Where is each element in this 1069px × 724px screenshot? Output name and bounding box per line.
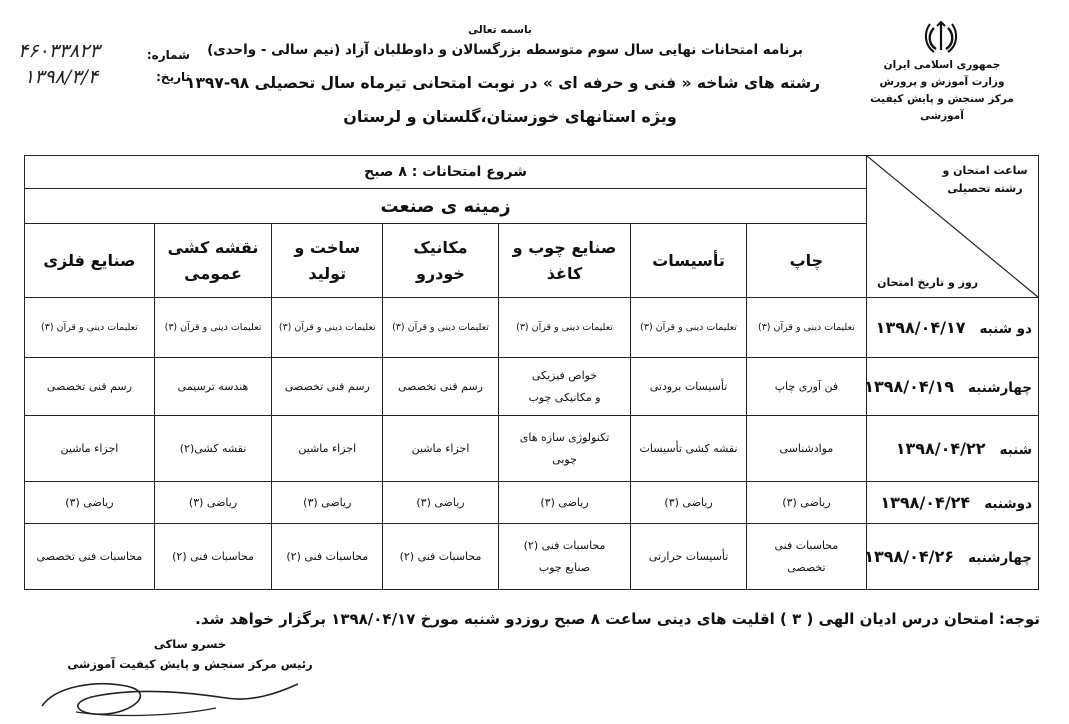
footer-note: توجه: امتحان درس ادیان الهی ( ۳ ) اقلیت های دینی ساعت ۸ صبح روزدو شنبه مورخ ۱۳۹۸/۰۴/۱۷ برگزار خواهد شد. <box>195 610 1040 628</box>
subject-cell: تأسیسات برودتی <box>631 358 746 416</box>
subject-cell: تعلیمات دینی و قرآن (۳) <box>272 298 383 358</box>
column-header: چاپ <box>746 224 866 298</box>
title-line-2: رشته های شاخه « فنی و حرفه ای » در نوبت امتحانی تیرماه سال تحصیلی ۹۸-۱۳۹۷ <box>186 74 820 92</box>
title-line-3: ویژه استانهای خوزستان،گلستان و لرستان <box>343 107 677 126</box>
subject-cell: تعلیمات دینی و قرآن (۳) <box>746 298 866 358</box>
title-line-1: برنامه امتحانات نهایی سال سوم متوسطه بزرگسالان و داوطلبان آزاد (نیم سالی - واحدی) <box>207 42 803 58</box>
corner-hour-label: ساعت امتحان و <box>942 164 1028 177</box>
subject-cell: اجزاء ماشین <box>25 416 155 482</box>
table-row <box>25 298 1039 358</box>
subject-cell: محاسبات فنی (۲) <box>272 524 383 590</box>
field-cell: زمینه ی صنعت <box>25 189 867 224</box>
table-row <box>25 358 1039 416</box>
subject-cell: ریاضی (۳) <box>631 482 746 524</box>
subject-cell: خواص فیزیکی و مکانیکی چوب <box>498 358 631 416</box>
day-date-cell: چهارشنبه۱۳۹۸/۰۴/۲۶ <box>867 524 1039 590</box>
table-row <box>25 416 1039 482</box>
corner-header-cell <box>867 156 1039 298</box>
subject-cell: ریاضی (۳) <box>498 482 631 524</box>
corner-field-label: رشته تحصیلی <box>947 182 1023 195</box>
table-row <box>25 524 1039 590</box>
subject-cell: هندسه ترسیمی <box>154 358 271 416</box>
corner-date-label: روز و تاریخ امتحان <box>877 276 979 289</box>
ministry-line-1: جمهوری اسلامی ایران <box>883 59 1001 71</box>
signatory-title: رئیس مرکز سنجش و پایش کیفیت آموزشی <box>67 657 313 671</box>
letter-number-value: ۴۶۰۳۳۸۲۳ <box>18 40 100 62</box>
day-date-cell: شنبه۱۳۹۸/۰۴/۲۲ <box>867 416 1039 482</box>
start-time-cell: شروع امتحانات : ۸ صبح <box>25 156 867 189</box>
subject-cell: تعلیمات دینی و قرآن (۳) <box>498 298 631 358</box>
column-header: مکانیک خودرو <box>383 224 498 298</box>
subject-cell: ریاضی (۳) <box>746 482 866 524</box>
signatory-name: خسرو ساکی <box>153 637 227 651</box>
table-row <box>25 482 1039 524</box>
subject-cell: رسم فنی تخصصی <box>383 358 498 416</box>
subject-cell: تعلیمات دینی و قرآن (۳) <box>25 298 155 358</box>
handwritten-signature-icon <box>36 672 306 722</box>
subject-cell: نقشه کشی(۲) <box>154 416 271 482</box>
iran-emblem-icon <box>922 20 960 54</box>
column-header: صنایع فلزی <box>25 224 155 298</box>
letter-date-label: تاریخ: <box>156 70 190 84</box>
letter-date-value: ۱۳۹۸/۳/۴ <box>24 66 99 88</box>
subject-cell: محاسبات فنی تخصصی <box>746 524 866 590</box>
exam-schedule-table <box>24 155 1039 590</box>
subject-cell: موادشناسی <box>746 416 866 482</box>
subject-cell: ریاضی (۳) <box>25 482 155 524</box>
day-date-cell: دو شنبه۱۳۹۸/۰۴/۱۷ <box>867 298 1039 358</box>
day-date-cell: دوشنبه۱۳۹۸/۰۴/۲۴ <box>867 482 1039 524</box>
subject-cell: رسم فنی تخصصی <box>25 358 155 416</box>
subject-cell: رسم فنی تخصصی <box>272 358 383 416</box>
subject-cell: فن آوری چاپ <box>746 358 866 416</box>
subject-cell: تکنولوژی سازه های چوبی <box>498 416 631 482</box>
subject-cell: محاسبات فنی (۲) صنایع چوب <box>498 524 631 590</box>
subject-cell: اجزاء ماشین <box>272 416 383 482</box>
column-header: صنایع چوب و کاغذ <box>498 224 631 298</box>
column-header: نقشه کشی عمومی <box>154 224 271 298</box>
column-header: تأسیسات <box>631 224 746 298</box>
day-date-cell: چهارشنبه۱۳۹۸/۰۴/۱۹ <box>867 358 1039 416</box>
subject-cell: نقشه کشی تأسیسات <box>631 416 746 482</box>
subject-cell: محاسبات فنی (۲) <box>383 524 498 590</box>
subject-cell: تعلیمات دینی و قرآن (۳) <box>383 298 498 358</box>
subject-cell: محاسبات فنی (۲) <box>154 524 271 590</box>
subject-cell: تأسیسات حرارتی <box>631 524 746 590</box>
subject-cell: ریاضی (۳) <box>383 482 498 524</box>
subject-cell: ریاضی (۳) <box>154 482 271 524</box>
subject-cell: تعلیمات دینی و قرآن (۳) <box>631 298 746 358</box>
letter-number-label: شماره: <box>146 48 190 62</box>
ministry-line-3: مرکز سنجش و پایش کیفیت آموزشی <box>870 93 1014 122</box>
subject-cell: اجزاء ماشین <box>383 416 498 482</box>
ministry-line-2: وزارت آموزش و پرورش <box>879 76 1005 88</box>
subject-cell: محاسبات فنی تخصصی <box>25 524 155 590</box>
subject-cell: ریاضی (۳) <box>272 482 383 524</box>
invocation: باسمه تعالی <box>468 24 532 36</box>
subject-cell: تعلیمات دینی و قرآن (۳) <box>154 298 271 358</box>
column-header: ساخت و تولید <box>272 224 383 298</box>
